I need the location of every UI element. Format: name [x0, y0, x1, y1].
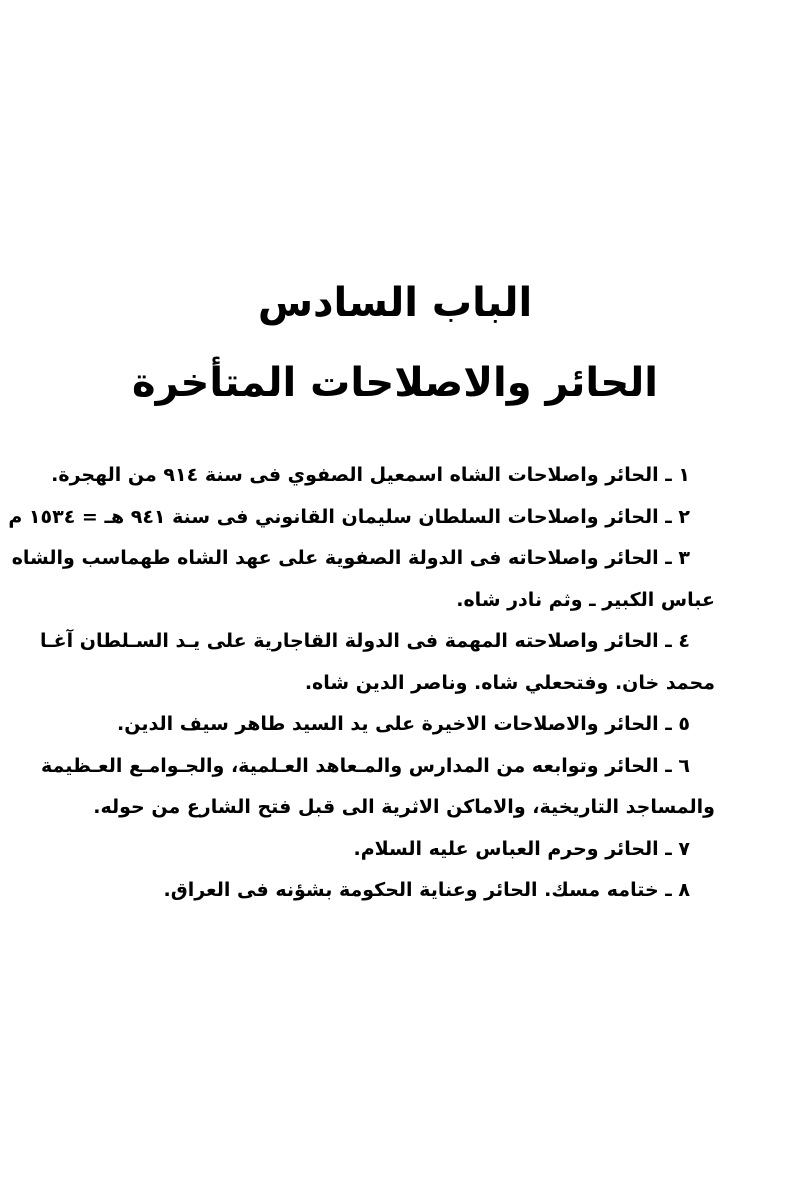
chapter-title: الحائر والاصلاحات المتأخرة [132, 360, 658, 406]
contents-item-6 [41, 746, 715, 829]
contents-item-2 [8, 497, 690, 539]
contents-line: ٤ ـ الحائر واصلاحته المهمة فى الدولة القاجارية على يـد السـلطان آغـا [40, 630, 690, 652]
contents-line: ٧ ـ الحائر وحرم العباس عليه السلام. [353, 837, 690, 860]
contents-line-continued: عباس الكبير ـ وثم نادر شاه. [456, 588, 715, 611]
contents-line: ٨ ـ ختامه مسك. الحائر وعناية الحكومة بشؤنه فى العراق. [163, 879, 690, 901]
contents-item-8 [75, 870, 690, 912]
contents-line-continued: والمساجد التاريخية، والاماكن الاثرية الى قبل فتح الشارع من حوله. [93, 796, 715, 818]
chapter-heading: الباب السادس [257, 280, 533, 326]
contents-item-4 [40, 621, 715, 704]
contents-item-7 [75, 829, 690, 871]
contents-item-5 [75, 704, 690, 746]
contents-line: ٢ ـ الحائر واصلاحات السلطان سليمان القانوني فى سنة ٩٤١ هـ = ١٥٣٤ م [8, 505, 690, 528]
contents-line: ٥ ـ الحائر والاصلاحات الاخيرة على يد السيد طاهر سيف الدين. [117, 713, 690, 735]
contents-item-1 [51, 455, 690, 497]
contents-item-3 [11, 538, 715, 621]
contents-line: ١ ـ الحائر واصلاحات الشاه اسمعيل الصفوي فى سنة ٩١٤ من الهجرة. [51, 464, 690, 486]
contents-line: ٣ ـ الحائر واصلاحاته فى الدولة الصفوية على عهد الشاه طهماسب والشاه [11, 547, 690, 569]
contents-line-continued: محمد خان. وفتحعلي شاه. وناصر الدين شاه. [304, 671, 715, 694]
chapter-contents-list [8, 455, 715, 912]
contents-line: ٦ ـ الحائر وتوابعه من المدارس والمـعاهد العـلمية، والجـوامـع العـظيمة [41, 754, 690, 777]
